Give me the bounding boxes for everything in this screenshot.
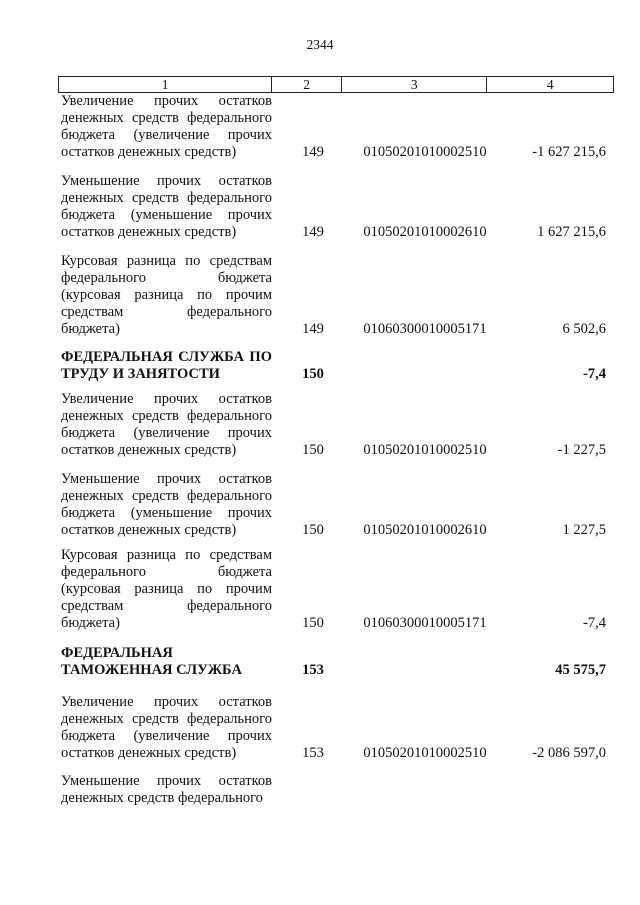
row-description [61,391,272,459]
description-line: Увеличение прочих остатков [61,694,272,710]
description-line: Увеличение прочих остатков [61,93,272,109]
description-line: Уменьшение прочих остатков [61,773,272,789]
description-line: федерального бюджета [61,270,272,286]
description-line: средствам федерального [61,598,272,614]
description-line: Курсовая разница по средствам [61,253,272,269]
row-code: 150 [302,366,324,382]
row-amount: -7,4 [583,366,606,382]
description-line: (курсовая разница по прочим [61,581,272,597]
row-description [61,645,272,679]
description-line: федерального бюджета [61,564,272,580]
row-description [61,349,272,383]
header-col-3: 3 [342,77,487,92]
row-code: 153 [302,662,324,678]
description-line: остатков денежных средств) [61,522,237,538]
row-description [61,773,272,807]
description-line: остатков денежных средств) [61,144,237,160]
description-line: денежных средств федерального [61,790,263,806]
row-account-code: 01060300010005171 [363,615,487,631]
row-account-code: 01050201010002610 [363,224,487,240]
description-line: средствам федерального [61,304,272,320]
description-line: бюджета) [61,321,120,337]
description-line: Уменьшение прочих остатков [61,173,272,189]
row-code: 150 [302,522,324,538]
row-description [61,547,272,632]
description-line: остатков денежных средств) [61,224,237,240]
row-account-code: 01050201010002510 [363,144,487,160]
row-description [61,93,272,161]
description-line: денежных средств федерального [61,488,272,504]
row-account-code: 01050201010002510 [363,745,487,761]
description-line: ФЕДЕРАЛЬНАЯ [61,645,173,661]
row-description [61,253,272,338]
description-line: бюджета (уменьшение прочих [61,505,272,521]
row-code: 149 [302,321,324,337]
description-line: денежных средств федерального [61,408,272,424]
description-line: ТАМОЖЕННАЯ СЛУЖБА [61,662,242,678]
description-line: Уменьшение прочих остатков [61,471,272,487]
row-code: 153 [302,745,324,761]
row-description [61,694,272,762]
row-amount: -2 086 597,0 [532,745,606,761]
row-account-code: 01060300010005171 [363,321,487,337]
description-line: остатков денежных средств) [61,442,237,458]
row-code: 149 [302,224,324,240]
row-amount: 45 575,7 [555,662,606,678]
description-line: денежных средств федерального [61,711,272,727]
row-amount: 1 227,5 [562,522,606,538]
description-line: Курсовая разница по средствам [61,547,272,563]
row-code: 149 [302,144,324,160]
header-col-4: 4 [546,77,554,92]
header-col-1: 1 [59,77,272,92]
description-line: денежных средств федерального [61,190,272,206]
row-amount: 6 502,6 [562,321,606,337]
row-amount: 1 627 215,6 [537,224,606,240]
description-line: бюджета (увеличение прочих [61,425,272,441]
row-amount: -1 227,5 [557,442,606,458]
description-line: бюджета (увеличение прочих [61,728,272,744]
description-line: бюджета (увеличение прочих [61,127,272,143]
description-line: ФЕДЕРАЛЬНАЯ СЛУЖБА ПО [61,349,272,365]
description-line: Увеличение прочих остатков [61,391,272,407]
row-description [61,173,272,241]
header-col-2: 2 [272,77,342,92]
description-line: ТРУДУ И ЗАНЯТОСТИ [61,366,220,382]
row-amount: -1 627 215,6 [532,144,606,160]
description-line: (курсовая разница по прочим [61,287,272,303]
row-code: 150 [302,615,324,631]
page-number: 2344 [306,37,334,52]
row-account-code: 01050201010002510 [363,442,487,458]
description-line: бюджета (уменьшение прочих [61,207,272,223]
description-line: бюджета) [61,615,120,631]
row-account-code: 01050201010002610 [363,522,487,538]
description-line: остатков денежных средств) [61,745,237,761]
row-amount: -7,4 [583,615,606,631]
row-code: 150 [302,442,324,458]
row-description [61,471,272,539]
description-line: денежных средств федерального [61,110,272,126]
